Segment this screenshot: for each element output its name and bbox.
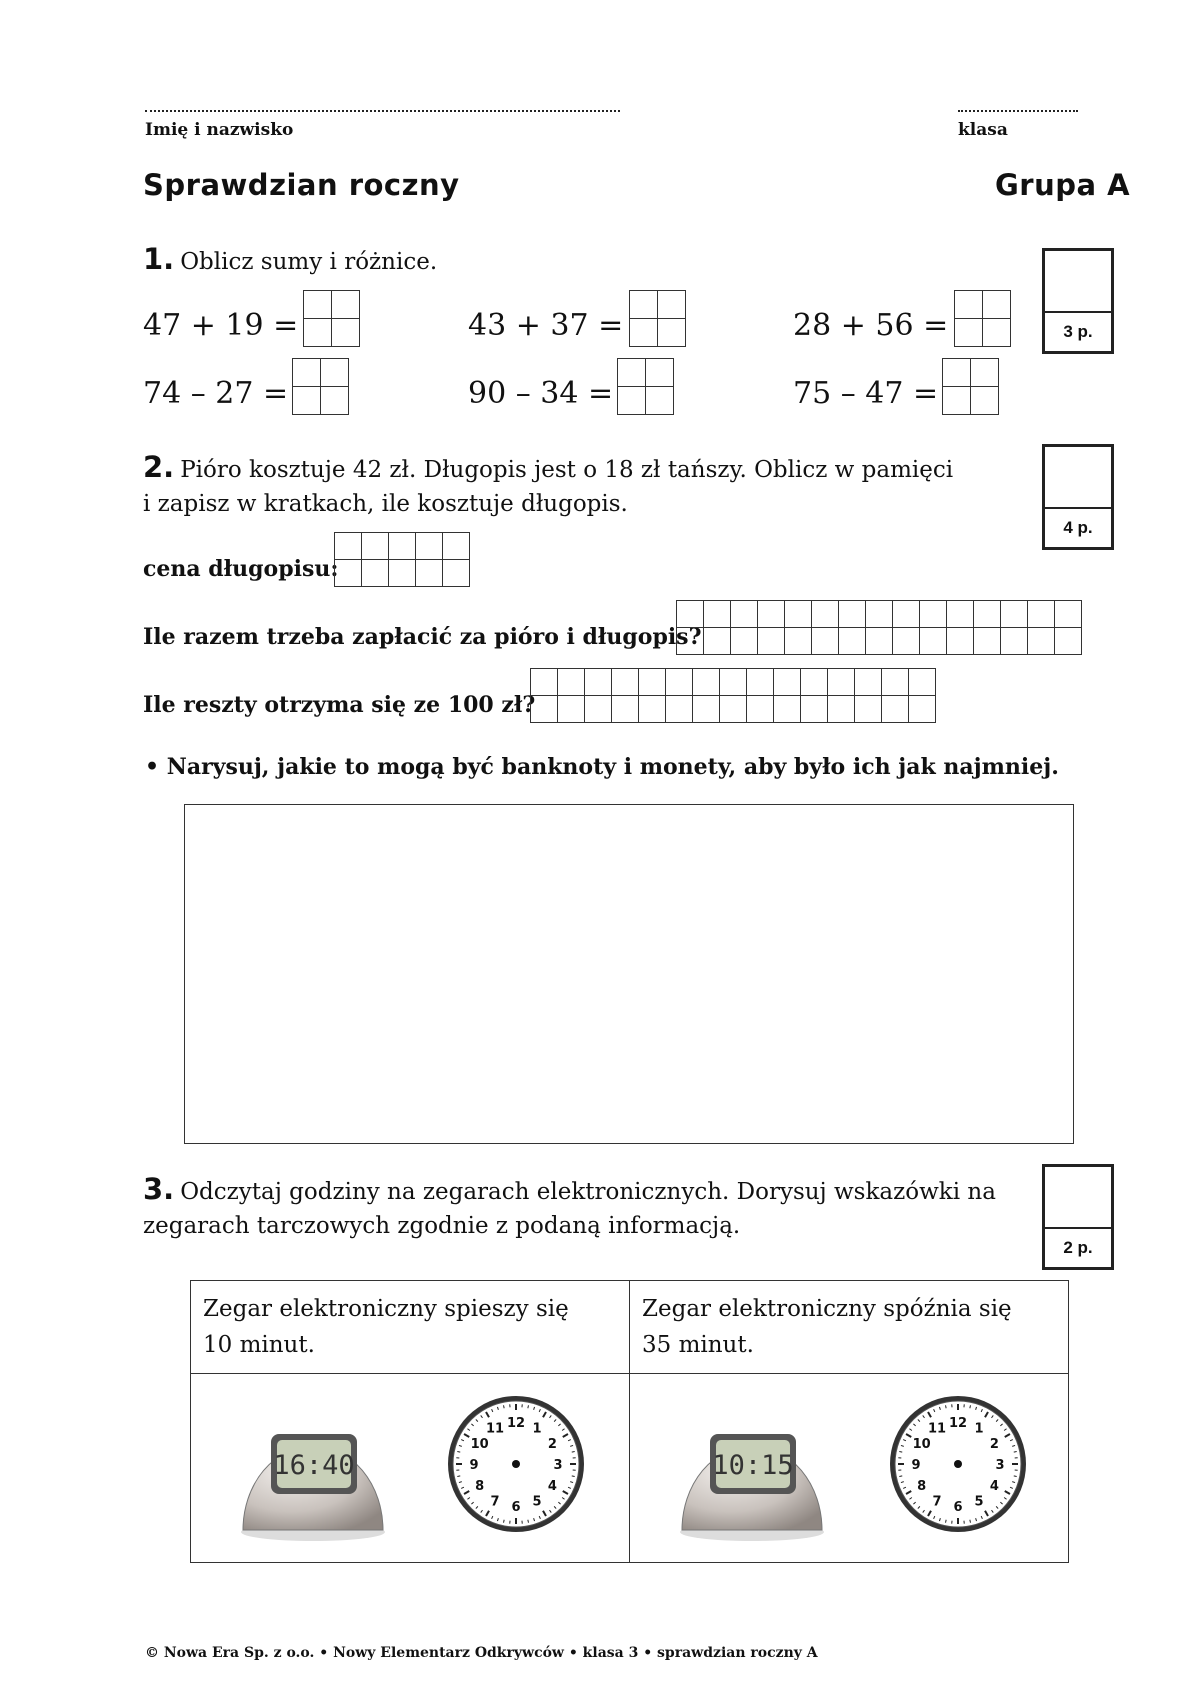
class-label: klasa <box>958 120 1008 140</box>
clock-number: 12 <box>948 1416 968 1431</box>
clock-center-dot <box>512 1460 520 1468</box>
page-title: Sprawdzian roczny <box>143 168 460 202</box>
task3-score-box[interactable] <box>1042 1164 1114 1270</box>
task3-text-line2: zegarach tarczowych zgodnie z podaną informacją. <box>143 1213 741 1239</box>
equation: 75 – 47 = <box>793 376 939 411</box>
clock-number: 4 <box>989 1479 999 1494</box>
clock-number: 2 <box>989 1437 999 1452</box>
equation: 28 + 56 = <box>793 308 949 343</box>
task1-points: 3 p. <box>1063 322 1093 341</box>
clock-number: 2 <box>547 1437 557 1452</box>
cell-text-line2: 35 minut. <box>642 1332 754 1358</box>
clock-number: 1 <box>974 1421 984 1437</box>
clock-number: 6 <box>953 1500 963 1515</box>
name-line[interactable] <box>145 110 620 112</box>
clock-number: 11 <box>927 1421 947 1437</box>
digital-clock <box>680 1434 824 1541</box>
clock-number: 6 <box>511 1500 521 1515</box>
answer-grid[interactable] <box>617 358 674 415</box>
name-label: Imię i nazwisko <box>145 120 294 140</box>
digital-time: 10:15 <box>712 1450 794 1481</box>
price-answer-grid[interactable] <box>334 532 470 587</box>
answer-grid[interactable] <box>954 290 1011 347</box>
answer-grid[interactable] <box>629 290 686 347</box>
task2-points: 4 p. <box>1063 518 1093 537</box>
task2-number: 2. <box>143 450 175 484</box>
question-change: Ile reszty otrzyma się ze 100 zł? <box>143 692 536 718</box>
clock-number: 10 <box>470 1437 489 1452</box>
clock-number: 7 <box>932 1494 942 1510</box>
equation: 90 – 34 = <box>468 376 614 411</box>
task3-points: 2 p. <box>1063 1238 1093 1257</box>
clock-number: 11 <box>485 1421 505 1437</box>
clock-number: 8 <box>475 1479 485 1494</box>
clock-table <box>190 1280 1069 1563</box>
question-total: Ile razem trzeba zapłacić za pióro i długopis? <box>143 624 702 650</box>
clock-number: 10 <box>912 1437 931 1452</box>
clock-number: 7 <box>490 1494 500 1510</box>
clock-number: 8 <box>917 1479 927 1494</box>
analog-clock-face[interactable] <box>448 1396 584 1532</box>
class-line[interactable] <box>958 110 1078 112</box>
answer-grid[interactable] <box>942 358 999 415</box>
clock-number: 12 <box>506 1416 526 1431</box>
footer-copyright: © Nowa Era Sp. z o.o. • Nowy Elementarz Odkrywców • klasa 3 • sprawdzian roczny A <box>145 1645 818 1661</box>
clock-number: 1 <box>532 1421 542 1437</box>
clock-number: 5 <box>974 1494 984 1510</box>
task1-heading <box>143 242 437 279</box>
clock-center-dot <box>954 1460 962 1468</box>
analog-clock-face[interactable] <box>890 1396 1026 1532</box>
task2-heading <box>143 450 953 521</box>
clock-number: 5 <box>532 1494 542 1510</box>
clock-cell-header <box>630 1281 1069 1374</box>
clock-number: 4 <box>547 1479 557 1494</box>
clock-cell <box>191 1374 630 1563</box>
change-answer-grid[interactable] <box>530 668 936 723</box>
task2-text-line2: i zapisz w kratkach, ile kosztuje długopis. <box>143 491 628 517</box>
equation: 43 + 37 = <box>468 308 624 343</box>
task3-number: 3. <box>143 1172 175 1206</box>
clock-number: 9 <box>911 1458 921 1473</box>
draw-instruction: • Narysuj, jakie to mogą być banknoty i monety, aby było ich jak najmniej. <box>145 754 1059 780</box>
task1-score-box[interactable] <box>1042 248 1114 354</box>
equation: 47 + 19 = <box>143 308 299 343</box>
clock-cell <box>630 1374 1069 1563</box>
task3-text-line1: Odczytaj godziny na zegarach elektronicznych. Dorysuj wskazówki na <box>180 1179 996 1205</box>
task3-heading <box>143 1172 996 1243</box>
price-label: cena długopisu: <box>143 556 339 582</box>
cell-text-line2: 10 minut. <box>203 1332 315 1358</box>
clock-cell-header <box>191 1281 630 1374</box>
drawing-area[interactable] <box>184 804 1074 1144</box>
clock-number: 9 <box>469 1458 479 1473</box>
task2-text-line1: Pióro kosztuje 42 zł. Długopis jest o 18 zł tańszy. Oblicz w pamięci <box>180 457 954 483</box>
answer-grid[interactable] <box>303 290 360 347</box>
answer-grid[interactable] <box>292 358 349 415</box>
task2-score-box[interactable] <box>1042 444 1114 550</box>
cell-text-line1: Zegar elektroniczny spóźnia się <box>642 1296 1012 1322</box>
equation: 74 – 27 = <box>143 376 289 411</box>
digital-clock <box>241 1434 385 1541</box>
group-label: Grupa A <box>995 168 1131 202</box>
total-answer-grid[interactable] <box>676 600 1082 655</box>
cell-text-line1: Zegar elektroniczny spieszy się <box>203 1296 569 1322</box>
clock-number: 3 <box>995 1458 1005 1473</box>
task1-number: 1. <box>143 242 175 276</box>
clock-number: 3 <box>553 1458 563 1473</box>
digital-time: 16:40 <box>273 1450 355 1481</box>
task1-instruction: Oblicz sumy i różnice. <box>180 249 438 275</box>
